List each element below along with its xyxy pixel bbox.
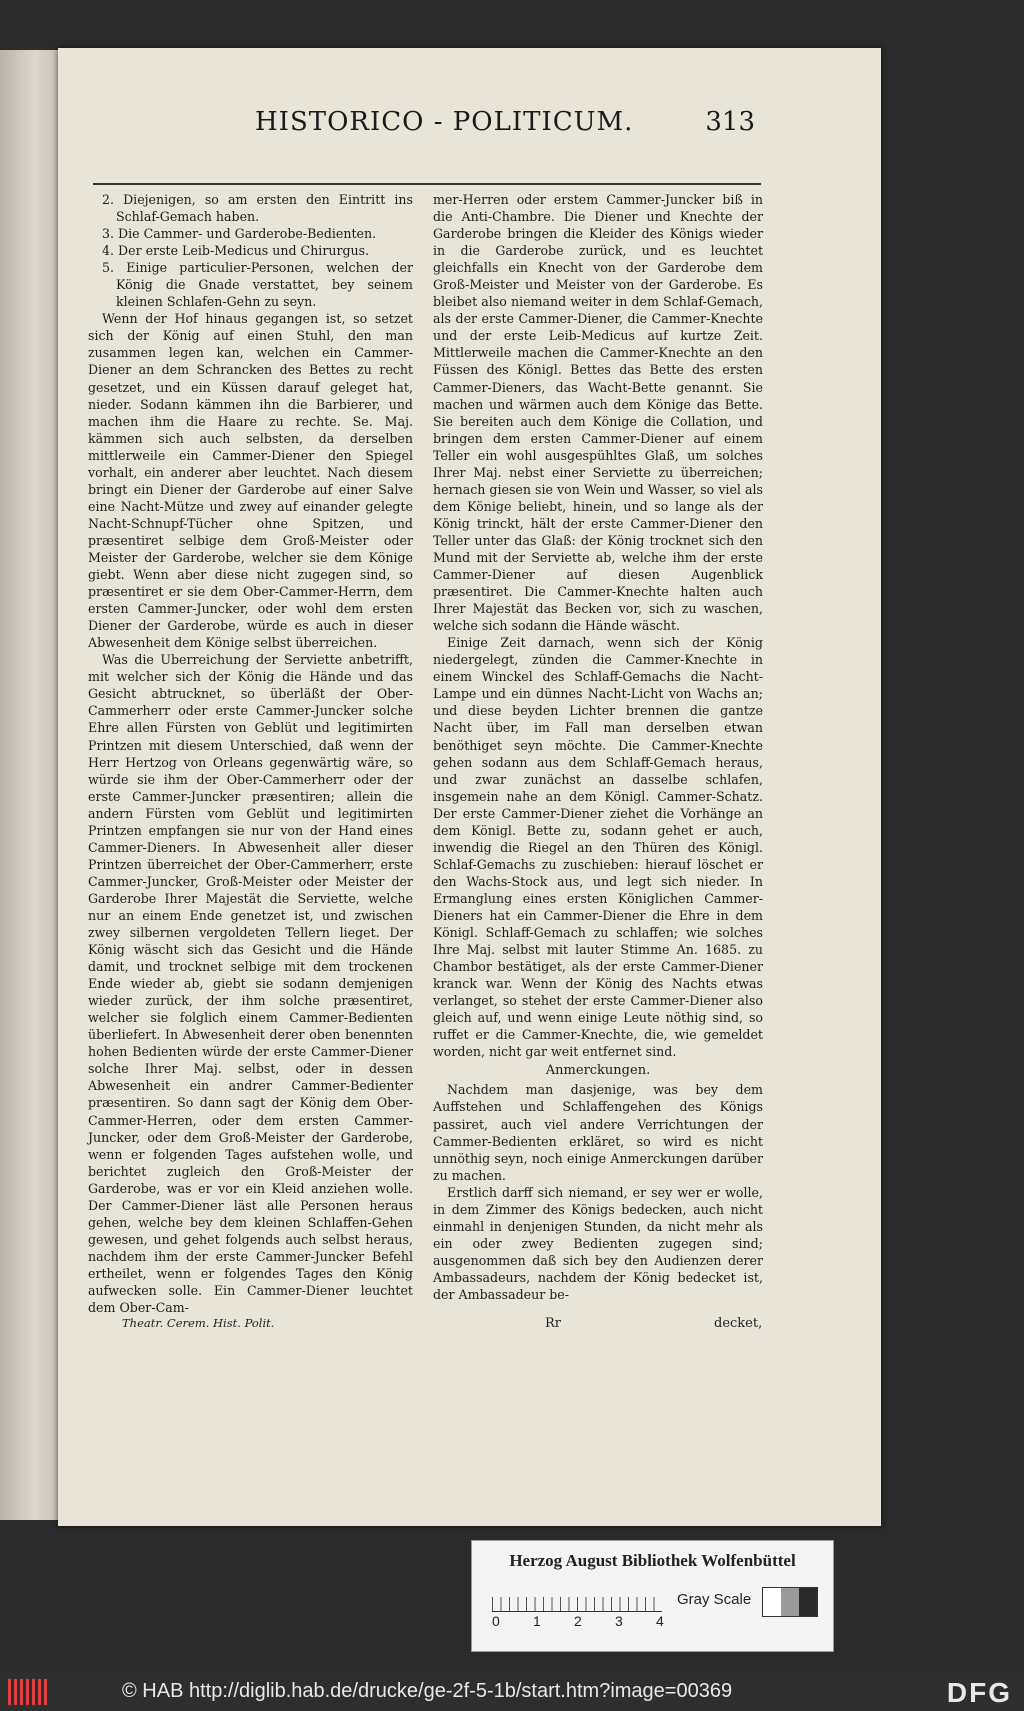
- scale-label: 1: [533, 1613, 541, 1629]
- library-name: Herzog August Bibliothek Wolfenbüttel: [509, 1551, 796, 1570]
- scale-label: 2: [574, 1613, 582, 1629]
- dfg-logo: DFG: [946, 1677, 1012, 1708]
- page-number: 313: [705, 107, 755, 137]
- paragraph: 2. Diejenigen, so am ersten den Eintritt ins Schlaf-Gemach haben.: [102, 192, 413, 225]
- left-column: [88, 191, 413, 1316]
- signature-mark: Rr: [545, 1316, 562, 1331]
- gray-scale-patches: [762, 1587, 818, 1617]
- hab-logo-icon: [8, 1679, 48, 1705]
- running-head: [195, 107, 755, 147]
- paragraph: Einige Zeit darnach, wenn sich der König niedergelegt, zünden die Cammer-Knechte in einem Winckel des Schlaff-Gemachs die Nacht-Lampe und ein dünnes Nacht-Licht von Wachs an; und diese beyden Lichter brennen die gantze Nacht über, im Fall man derselben etwan benöthiget seyn möchte. Die Cammer-Knechte gehen sodann aus dem Schlaff-Gemach heraus, und zwar zunächst an dasselbe schlafen, insgemein nahe an dem Königl. Cammer-Schatz. Der erste Cammer-Diener ziehet die Vorhänge an dem Königl. Bette zu, sodann gehet er auch, inwendig die Riegel an den Thüren des Königl. Schlaf-Gemachs zu zuschieben: hierauf löschet er den Wachs-Stock aus, und legt sich nieder. In Ermanglung eines ersten Königlichen Cammer-Dieners hat ein Cammer-Diener die Ehre in dem Königl. Schlaff-Gemach zu schlaffen; wie solches Ihre Maj. selbst mit lauter Stimme An. 1685. zu Chambor bestätiget, als der erste Cammer-Diener kranck war. Wenn der König des Nachts etwas verlanget, so stehet der erste Cammer-Diener also gleich auf, und wenn einige Leute nöthig sind, so ruffet er die Cammer-Knechte, die, wie gemeldet worden, nicht gar weit entfernet sind.: [433, 635, 763, 1060]
- scale-label: 0: [492, 1613, 500, 1629]
- head-rule: [93, 183, 761, 185]
- color-calibration-card: [471, 1540, 834, 1652]
- scale-label: 4: [656, 1613, 664, 1629]
- previous-page-edge: [0, 50, 58, 1520]
- footer-bar: [0, 1672, 1024, 1711]
- paragraph: Nachdem man dasjenige, was bey dem Auffstehen und Schlaffengehen des Königs passiret, auch viel andere Verrichtungen der Cammer-Bedienten erkläret, so wird es nicht unnöthig seyn, noch einige Anmerckungen darüber zu machen.: [433, 1082, 763, 1183]
- gray-patch: [781, 1588, 799, 1616]
- footer-copyright-link[interactable]: © HAB http://diglib.hab.de/drucke/ge-2f-5-1b/start.htm?image=00369: [122, 1680, 733, 1702]
- paragraph: 3. Die Cammer- und Garderobe-Bedienten.: [102, 226, 377, 242]
- section-heading: Anmerckungen.: [545, 1063, 651, 1079]
- paragraph: 5. Einige particulier-Personen, welchen der König die Gnade verstattet, bey seinem kleinen Schlafen-Gehn zu seyn.: [102, 260, 413, 310]
- gray-patch: [763, 1588, 781, 1616]
- running-head-title: HISTORICO - POLITICUM.: [255, 107, 634, 137]
- paragraph: 4. Der erste Leib-Medicus und Chirurgus.: [102, 243, 370, 259]
- gray-scale-label: Gray Scale: [677, 1591, 752, 1608]
- paragraph: mer-Herren oder erstem Cammer-Juncker biß in die Anti-Chambre. Die Diener und Knechte der Garderobe bringen die Kleider des Königs wieder in die Garderobe zurück, und es leuchtet gleichfalls ein Knecht von der Garderobe dem Groß-Meister und Meister von der Garderobe. Es bleibet also niemand weiter in dem Schlaf-Gemach, als der erste Cammer-Diener, die Cammer-Knechte und der erste Leib-Medicus auf kurtze Zeit. Mittlerweile machen die Cammer-Knechte an den Füssen des Königl. Bettes das Bette des ersten Cammer-Dieners, das Wacht-Bette genannt. Sie machen und wärmen auch dem Könige das Bette. Sie bereiten auch dem Könige die Collation, und bringen dem ersten Cammer-Diener auf einem Teller ein wohl ausgespühltes Glaß, um solches Ihrer Maj. nebst einer Serviette zu überreichen; hernach giesen sie von Wein und Wasser, so viel als dem Könige beliebt, hinein, und so lange als der König trinckt, hält der erste Cammer-Diener den Teller unter das Glaß: der König trocknet sich den Mund mit der Serviette ab, welche ihm der erste Cammer-Diener auf diesen Augenblick præsentiret. Die Cammer-Knechte halten auch Ihrer Majestät das Becken vor, sich zu waschen, welche sich sodann die Hände wäscht.: [433, 192, 763, 634]
- catchword: decket,: [714, 1316, 763, 1331]
- paragraph: Erstlich darff sich niemand, er sey wer er wolle, in dem Zimmer des Königs bedecken, auch nicht einmahl in denjenigen Stunden, da nicht mehr als ein oder zwey Bedienten zugegen sind; ausgenommen daß sich bey den Audienzen derer Ambassadeurs, nachdem der König bedecket ist, der Ambassadeur be-: [433, 1184, 763, 1302]
- paragraph: Was die Uberreichung der Serviette anbetrifft, mit welcher sich der König die Hände und das Gesicht abtrucknet, so überläßt der Ober-Cammerherr oder erste Cammer-Juncker solche Ehre allen Fürsten von Geblüt und legitimirten Printzen mit diesem Unterschied, daß wenn der Herr Hertzog von Orleans gegenwärtig wäre, so würde sie ihm der Ober-Cammerherr oder der erste Cammer-Juncker præsentiren; allein die andern Fürsten vom Geblüt und legitimirten Printzen empfangen sie nur von der Hand eines Cammer-Dieners. In Abwesenheit aller dieser Printzen überreichet der Ober-Cammerherr, erste Cammer-Juncker, Groß-Meister oder Meister der Garderobe Ihrer Majestät die Serviette, welche nur an einem Ende genetzet ist, und zwischen zwey silbernen vergoldeten Tellern lieget. Der König wäscht sich das Gesicht und die Hände damit, und trocknet selbige mit dem trockenen Ende wieder ab, giebt sie sodann demjenigen wieder zurück, der ihm solche præsentiret, welcher sie folglich einem Cammer-Bedienten überliefert. In Abwesenheit derer oben benennten hohen Bedienten würde der erste Cammer-Diener solche Ihrer Maj. selbst, oder in dessen Abwesenheit ein andrer Cammer-Bedienter præsentiren. So dann sagt der König dem Ober-Cammer-Herren, oder dem ersten Cammer-Juncker, oder dem Groß-Meister der Garderobe, wenn er folgenden Tages aufstehen wolle, und berichtet zugleich den Groß-Meister der Garderobe, was er vor ein Kleid anziehen wolle. Der Cammer-Diener läst alle Personen heraus gehen, welche bey dem kleinen Schlaffen-Gehen gewesen, und gehet folgends auch selbst heraus, nachdem ihm der erste Cammer-Juncker Befehl ertheilet, wenn er folgendes Tages den König aufwecken solle. Ein Cammer-Diener leuchtet dem Ober-Cam-: [88, 652, 413, 1316]
- right-column: [433, 191, 763, 1303]
- scale-label: 3: [615, 1613, 623, 1629]
- scale-ruler: [492, 1581, 662, 1612]
- signature-line: Theatr. Cerem. Hist. Polit.: [122, 1316, 275, 1330]
- gray-patch: [799, 1588, 817, 1616]
- paragraph: Wenn der Hof hinaus gegangen ist, so setzet sich der König auf einen Stuhl, den man zusammen legen kan, welchen ein Cammer-Diener an dem Schrancken des Bettes zu recht gesetzet, und ein Küssen darauf geleget hat, nieder. Sodann kämmen ihn die Barbierer, und machen ihm die Haare zu rechte. Se. Maj. kämmen sich auch selbsten, da derselben mittlerweile ein Cammer-Diener den Spiegel vorhalt, ein anderer aber leuchtet. Nach diesem bringt ein Diener der Garderobe auf einer Salve eine Nacht-Mütze und zwey auf einander gelegte Nacht-Schnupf-Tücher ohne Spitzen, und præsentiret selbige dem Groß-Meister oder Meister der Garderobe, welcher sie dem Könige giebt. Wenn aber diese nicht zugegen sind, so præsentiret er sie dem Ober-Cammer-Herrn, dem ersten Cammer-Juncker, oder wohl dem ersten Diener der Garderobe, würde es auch in dieser Abwesenheit dem Könige selbst überreichen.: [88, 311, 413, 651]
